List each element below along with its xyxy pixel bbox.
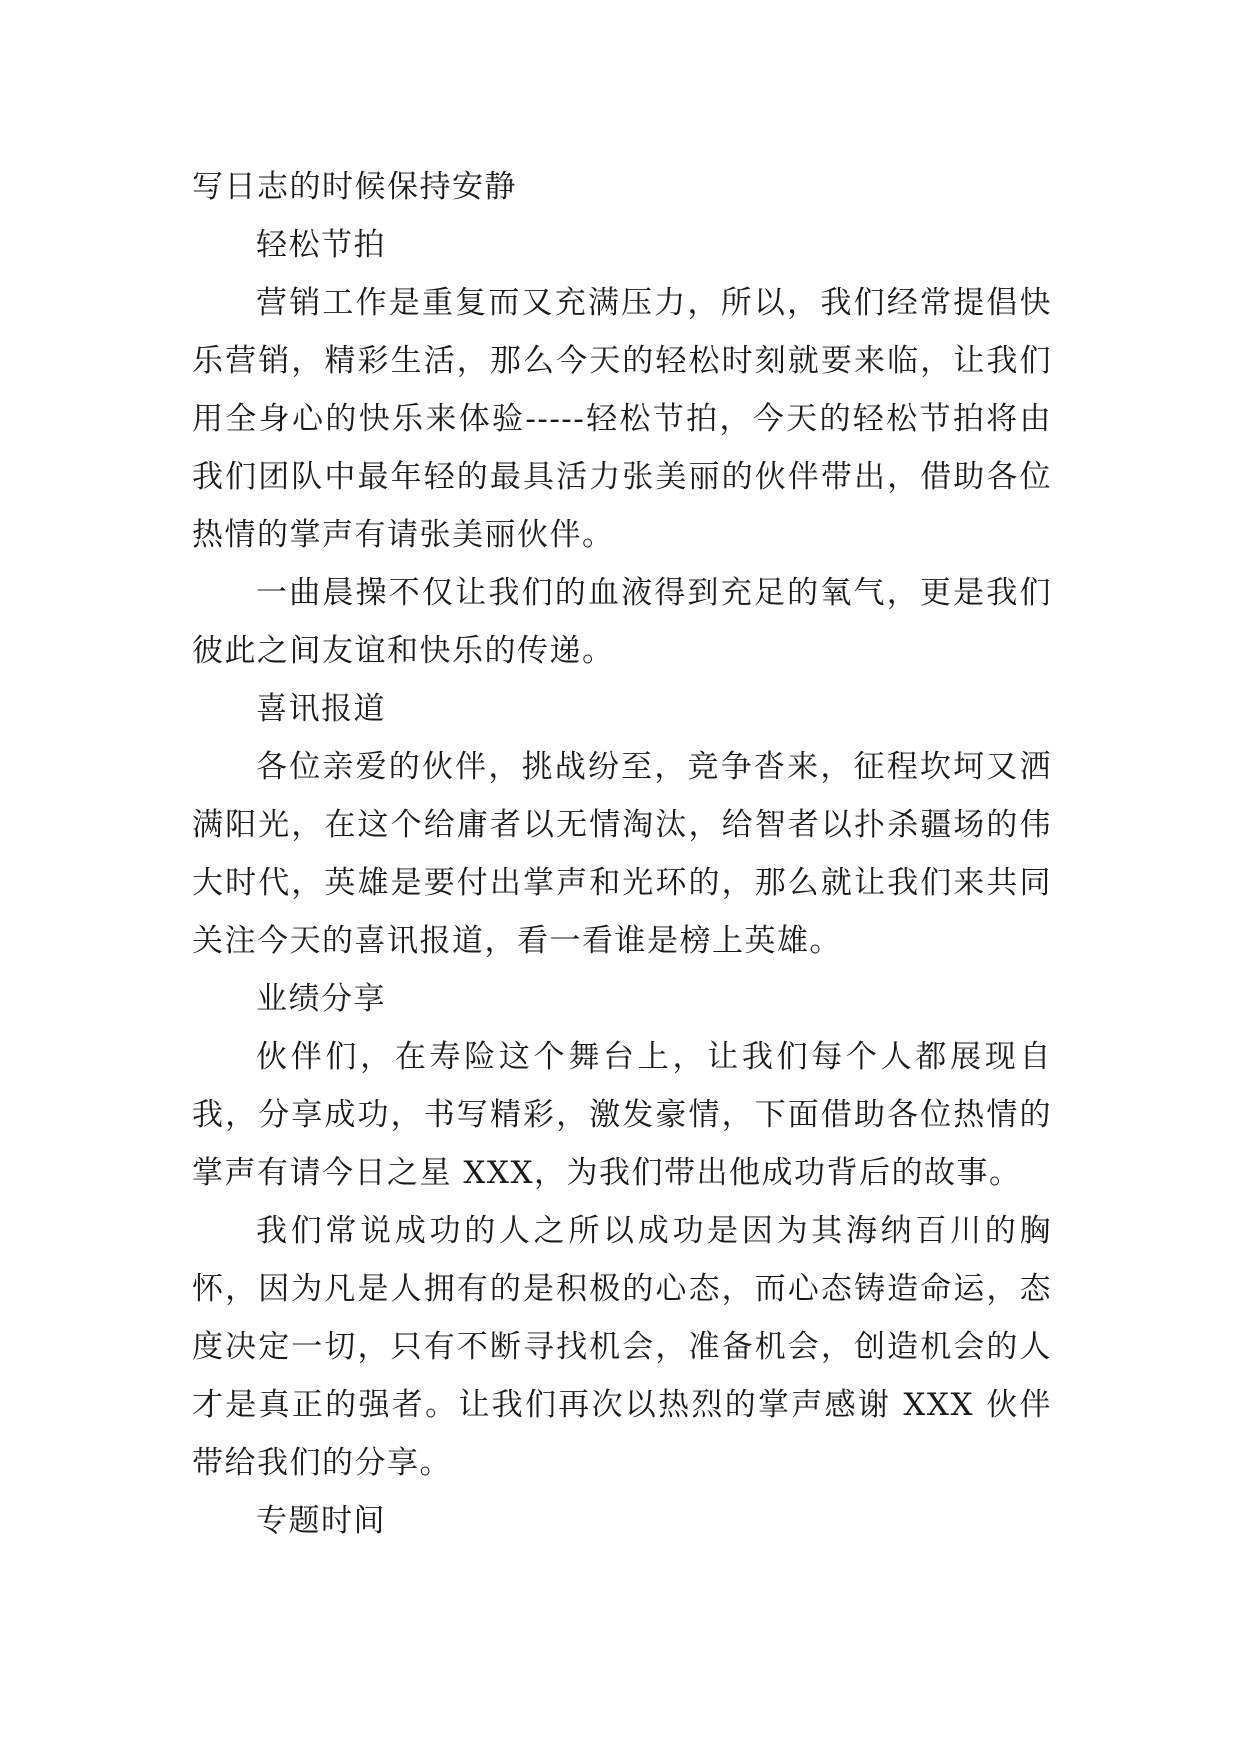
paragraph-good-news: 各位亲爱的伙伴，挑战纷至，竞争沓来，征程坎坷又洒满阳光，在这个给庸者以无情淘汰，给智者以扑杀疆场的伟大时代，英雄是要付出掌声和光环的，那么就让我们来共同关注今天的喜讯报道，看一看谁是榜上英雄。 — [192, 749, 1052, 959]
section-heading-topic-time: 专题时间 — [256, 1503, 386, 1539]
paragraph-morning-exercise: 一曲晨操不仅让我们的血液得到充足的氧气，更是我们彼此之间友谊和快乐的传递。 — [192, 575, 1052, 669]
paragraph-relax-beat-intro: 营销工作是重复而又充满压力，所以，我们经常提倡快乐营销，精彩生活，那么今天的轻松时刻就要来临，让我们用全身心的快乐来体验-----轻松节拍，今天的轻松节拍将由我们团队中最年轻的最具活力张美丽的伙伴带出，借助各位热情的掌声有请张美丽伙伴。 — [192, 285, 1052, 553]
document-body — [192, 158, 1052, 1550]
section-heading-good-news: 喜讯报道 — [256, 691, 386, 727]
section-heading-relax-beat: 轻松节拍 — [256, 227, 386, 263]
paragraph-performance-sharing: 伙伴们，在寿险这个舞台上，让我们每个人都展现自我，分享成功，书写精彩，激发豪情，下面借助各位热情的掌声有请今日之星 XXX，为我们带出他成功背后的故事。 — [192, 1039, 1052, 1191]
intro-line: 写日志的时候保持安静 — [192, 169, 517, 205]
section-heading-performance-sharing: 业绩分享 — [256, 981, 386, 1017]
paragraph-success-mindset: 我们常说成功的人之所以成功是因为其海纳百川的胸怀，因为凡是人拥有的是积极的心态，而心态铸造命运，态度决定一切，只有不断寻找机会，准备机会，创造机会的人才是真正的强者。让我们再次以热烈的掌声感谢 XXX 伙伴带给我们的分享。 — [192, 1213, 1052, 1481]
